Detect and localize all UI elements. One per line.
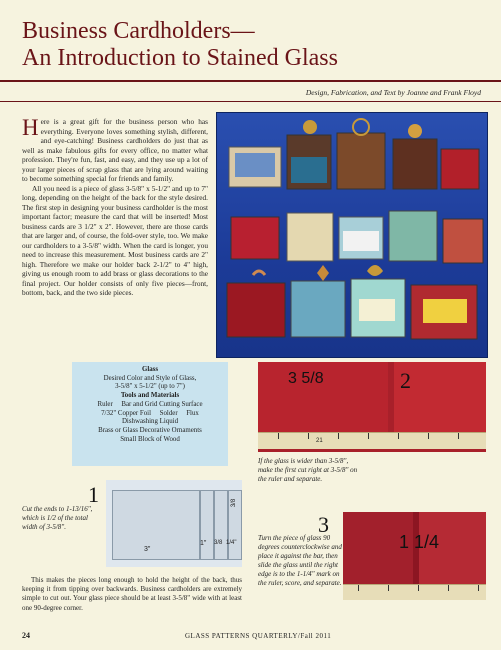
byline: Design, Fabrication, and Text by Joanne and Frank Floyd xyxy=(305,88,481,97)
step-2-photo xyxy=(258,362,486,452)
mark-label: 1/4" xyxy=(226,540,237,546)
ruler xyxy=(258,432,486,449)
ruler xyxy=(343,584,486,600)
mark-label: 3" xyxy=(144,546,151,553)
supplies-line: 7/32" Copper Foil Solder Flux xyxy=(101,409,199,417)
glass-piece xyxy=(112,490,200,560)
step-1-number: 1 xyxy=(88,482,99,507)
supplies-line: Ruler Bar and Grid Cutting Surface xyxy=(97,400,203,408)
intro-paragraph-2: All you need is a piece of glass 3-5/8" x 5-1/2" and up to 7" long, depending on the height of the back for the style desired. The first step in designing your business cardholder is the most important factor; measure the card that will be inserted! Most business cards are 3 1/2" x 2". However, there are those cards that are larger and, of course, the fold-over style, too. We make our cardholders to a 3-5/8" width. When the card is longer, you need to increase this measurement. Most business cards are 2" high. Therefore we make our holder back 2-1/2" to 4" high, giving us enough room to add brass or glass decorations to the final project. Our holder consists of only five pieces—front, bottom, back, and the two side pieces. xyxy=(22,183,208,297)
step-3-mark: 1 1/4 xyxy=(399,532,440,552)
step-3-caption: Turn the piece of glass 90 degrees counterclockwise and place it against the bar, then slide the glass until the right edge is to the 1-1/4" mark on the ruler, score, and separate. xyxy=(258,534,342,587)
magazine-footer: GLASS PATTERNS QUARTERLY/Fall 2011 xyxy=(185,632,332,640)
supplies-line: Small Block of Wood xyxy=(120,435,180,443)
mark-label: 1" xyxy=(200,540,207,547)
title-line-2: An Introduction to Stained Glass xyxy=(22,45,338,71)
intro-paragraph-1: ere is a great gift for the business person who has everything. Everyone loves something stylish, different, and eye-catching! Business cardholders do just that as well as make fabulous gifts for every office, no matter what profession. They're fun, fast, and easy, and they use up a lot of your larger pieces of scrap glass that are lying around waiting to become something special for friends and family. xyxy=(22,117,208,183)
cardholders-illustration xyxy=(217,113,487,357)
step-1-caption: Cut the ends to 1-13/16", which is 1/2 of the total width of 3-5/8". xyxy=(22,505,93,531)
drop-cap: H xyxy=(22,115,39,140)
mark-label: 3/8 xyxy=(231,498,238,508)
body-text-lower: This makes the pieces long enough to hold the height of the back, thus keeping it from tipping over backwards. Business cardholders are extremely simple to cut out. Your glass piece should be at least 3-5/8" wide with at least one 90-degree corner. xyxy=(22,576,242,612)
step-3-photo xyxy=(343,512,486,600)
supplies-line: Dishwashing Liquid xyxy=(121,418,179,426)
title-divider xyxy=(0,80,501,82)
page-number: 24 xyxy=(22,631,30,640)
step-2-number: 2 xyxy=(400,368,411,393)
supplies-line: Brass or Glass Decorative Ornaments xyxy=(98,426,202,434)
intro-text xyxy=(22,117,208,298)
ruler-number: 21 xyxy=(316,438,323,444)
step-2-mark: 3 5/8 xyxy=(288,370,324,387)
step-2-caption: If the glass is wider than 3-5/8", make the first cut right at 3-5/8" on the ruler and separate. xyxy=(258,457,358,483)
glass-piece xyxy=(200,490,214,560)
byline-divider xyxy=(0,101,501,102)
mark-label: 3/8 xyxy=(214,540,223,546)
supplies-heading-glass: Glass xyxy=(141,366,159,373)
step-1-photo xyxy=(106,480,242,567)
supplies-line: Desired Color and Style of Glass, xyxy=(103,374,197,382)
step-3-number: 3 xyxy=(318,512,329,537)
article-title xyxy=(22,18,482,72)
glass-piece xyxy=(214,490,228,560)
supplies-box xyxy=(72,362,228,466)
supplies-heading-tools: Tools and Materials xyxy=(120,392,180,400)
supplies-line: 3-5/8" x 5-1/2" (up to 7") xyxy=(115,383,185,391)
cardholders-photo xyxy=(216,112,488,358)
title-line-1: Business Cardholders— xyxy=(22,18,255,44)
